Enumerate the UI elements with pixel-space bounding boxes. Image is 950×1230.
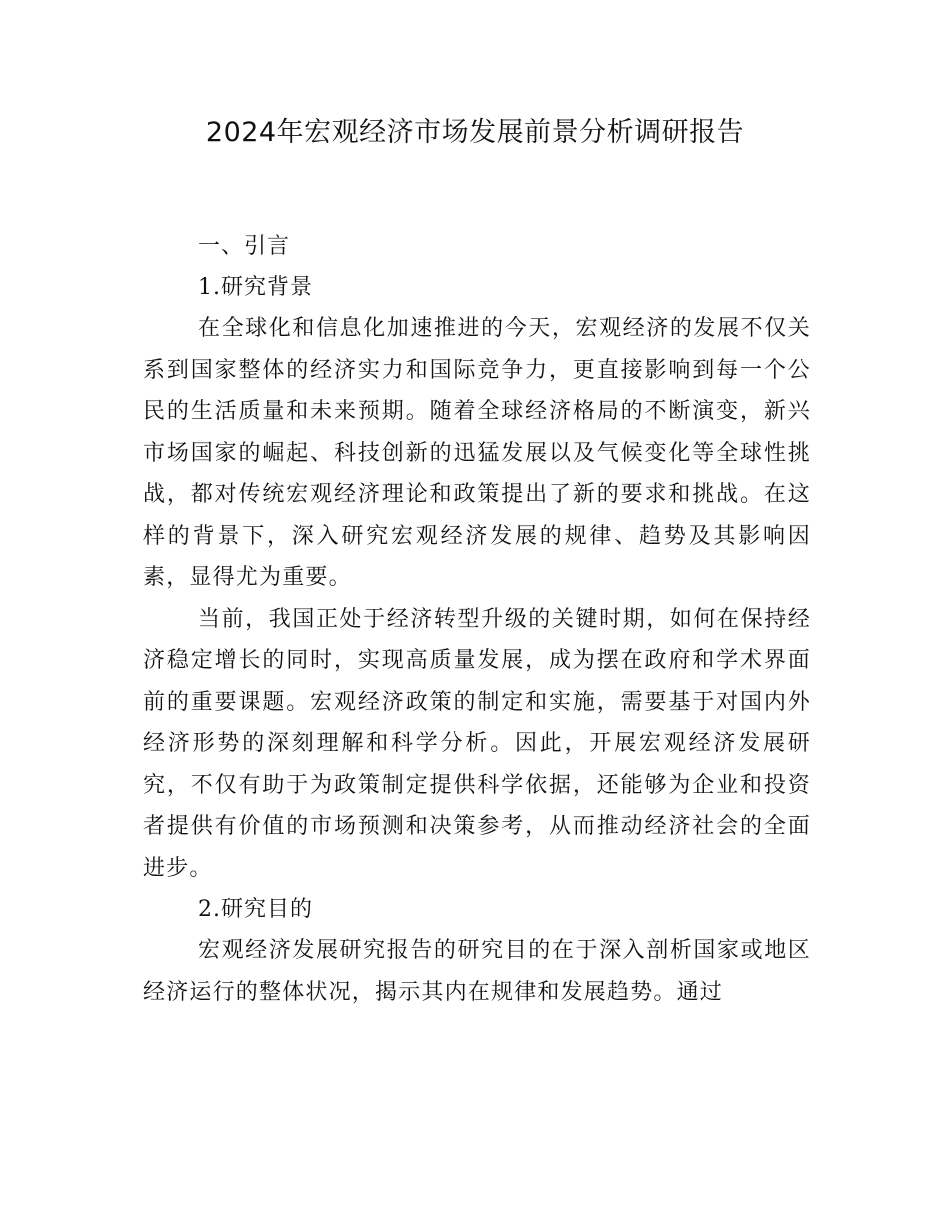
- paragraph-background-1: 在全球化和信息化加速推进的今天，宏观经济的发展不仅关系到国家整体的经济实力和国际竞争力，更直接影响到每一个公民的生活质量和未来预期。随着全球经济格局的不断演变，新兴市场国家的崛起、科技创新的迅猛发展以及气候变化等全球性挑战，都对传统宏观经济理论和政策提出了新的要求和挑战。在这样的背景下，深入研究宏观经济发展的规律、趋势及其影响因素，显得尤为重要。: [143, 316, 811, 590]
- document-body: [143, 226, 811, 1013]
- subsection-heading-background: 1.研究背景: [198, 275, 313, 300]
- subsection-heading-purpose: 2.研究目的: [198, 897, 313, 922]
- paragraph-background-2: 当前，我国正处于经济转型升级的关键时期，如何在保持经济稳定增长的同时，实现高质量发展，成为摆在政府和学术界面前的重要课题。宏观经济政策的制定和实施，需要基于对国内外经济形势的深刻理解和科学分析。因此，开展宏观经济发展研究，不仅有助于为政策制定提供科学依据，还能够为企业和投资者提供有价值的市场预测和决策参考，从而推动经济社会的全面进步。: [143, 606, 811, 881]
- document-title: 2024年宏观经济市场发展前景分析调研报告: [205, 117, 745, 148]
- paragraph-purpose-1: 宏观经济发展研究报告的研究目的在于深入剖析国家或地区经济运行的整体状况，揭示其内在规律和发展趋势。通过: [143, 938, 811, 1005]
- section-heading-introduction: 一、引言: [198, 234, 291, 259]
